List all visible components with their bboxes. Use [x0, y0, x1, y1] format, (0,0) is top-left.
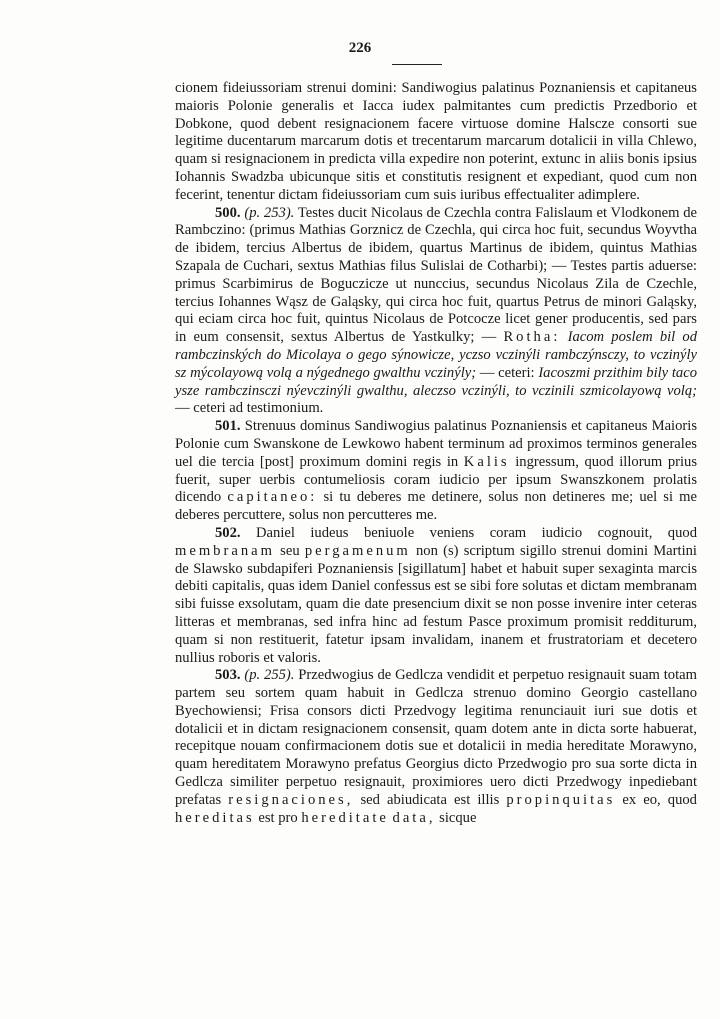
- continuation-paragraph: cionem fideiussoriam strenui domini: Sandiwogius palatinus Poznaniensis et capitaneus maioris Polonie generalis et Iacca iudex palmitantes cum predictis Przedborio et Dobkone, quod debent resignacionem facere virtuose domine Halscze consorti sue legitime ducentarum marcarum dotis et trecentarum marcarum dotalicii in villa Chlewo, quam si resignacionem in predicta villa expedire non poterint, extunc in aliis bonis ipsius Iohannis Swadzba ubicunque sitis et constitutis resignent et expediant, quod cum non fecerint, tenentur dictam fideiussoriam cum suis iuribus effectualiter adimplere.: [175, 80, 697, 203]
- spaced-term-pergamenum: pergamenum: [304, 542, 411, 559]
- entry-text: Testes ducit Nicolaus de Czechla contra Falislaum et Vlodkonem de Rambczino: (primus Mathias Gorznicz de Czechla, qui circa hoc fuit, secundus Woyvtha de ibidem, tercius Albertus de ibidem, quartus Martinus de ibidem, quintus Mathias Szapala de Cuchari, sextus Mathias filus Sulislai de Cotharbi); — Testes partis aduerse: primus Scarbimirus de Boguczicze ut nunccius, secundus Nicolaus Zila de Czechle, tercius Iohannes Wąsz de Galąsky, qui circa hoc fuit, quartus Petrus de minori Galąsky, qui eciam circa hoc fuit, quintus Nicolaus de Potcocze licet gener producentis, sed pars in eum consensit, sextus Albertus de Yastkulky; —: [175, 204, 698, 346]
- entry-501: [175, 418, 697, 525]
- entry-text: ex eo, quod: [622, 791, 697, 808]
- entry-number: 503.: [215, 667, 241, 684]
- entry-number: 500.: [215, 204, 241, 221]
- entry-502: [175, 525, 697, 667]
- page-reference: (p. 253).: [244, 204, 295, 221]
- spaced-term-rotha: Rotha:: [503, 329, 561, 346]
- entry-text: — ceteri ad testimonium.: [175, 400, 324, 417]
- spaced-term-data: data,: [392, 809, 436, 826]
- entry-text: si tu deberes me detinere, solus non detineres me; uel si me deberes percuttere, solus non percutteres me.: [175, 489, 698, 524]
- spaced-term-propinquitas: propinquitas: [506, 791, 616, 808]
- entry-text: est pro: [258, 809, 298, 826]
- page-number-rule: [392, 64, 442, 65]
- entry-503: [175, 667, 697, 827]
- entry-number: 502.: [215, 524, 241, 541]
- body-text: [175, 80, 697, 827]
- entry-text: sicque: [439, 809, 477, 826]
- entry-text: ingressum, quod illorum prius fuerit, super uerbis contumeliosis coram iudicio per ipsum Swanszkonem prolatis dicendo: [175, 453, 698, 506]
- entry-text: Przedwogius de Gedlcza vendidit et perpetuo resignauit suam totam partem seu sortem quam habuit in Gedlcza strenuo domino Georgio castellano Byechowiensi; Frisa consors dicti Przedvogy legitima renunciauit iuri sue dotis et dotalicii et in dictam resignacionem consensit, quam dotem ante in dicta sorte habuerat, recepitque nouam confirmacionem dotis sue et dotalicii in media hereditate Morawyno, quam hereditatem Morawyno prefatus Georgius dicto Przedwogio pro sua sorte dicta in Gedlcza similiter perpetuo resignauit, proximiores uero dicti Przedwogy inpediebant prefatas: [175, 667, 697, 808]
- page-reference: (p. 255).: [244, 667, 295, 684]
- entry-number: 501.: [215, 418, 241, 435]
- entry-text: seu: [280, 542, 300, 559]
- spaced-term-hereditas: hereditas: [175, 809, 255, 826]
- entry-500: [175, 205, 697, 419]
- spaced-term-capitaneo: capitaneo:: [227, 489, 318, 506]
- spaced-term-hereditate: hereditate: [301, 809, 389, 826]
- entry-text: non (s) scriptum sigillo strenui domini Martini de Slawsko subdapiferi Poznaniensis [sigillatum] habet et habuit super sexaginta marcis debiti capitalis, quas idem Daniel confessus est se sibi fore solutas et dictam membranam sibi fuisse exsolutam, quam die date presencium dixit se non posse invenire inter ceteras litteras et membranas, sed infra hinc ad festum Pasce proximum promisit redditurum, quam si non restituerit, fatetur ipsam invalidam, inanem et frustratoriam et decetero nullius roboris et valoris.: [175, 542, 697, 666]
- oath-text: Iacoszmi przithim bily taco ysze rambczinsczi nýevczinýli gwalthu, aleczso vczinýli, to vczinili szmicolayową volą;: [175, 364, 697, 399]
- spaced-term-resignaciones: resignaciones,: [228, 791, 354, 808]
- page-number: 226: [348, 40, 372, 56]
- oath-text: Iacom poslem bil od rambczinských do Micolaya o gego sýnowicze, yczso vczinýli rambczýnsczy, to vczinýly sz mýcolayową volą a nýgednego gwalthu vczinýly;: [175, 329, 698, 381]
- entry-text: Daniel iudeus beniuole veniens coram iudicio cognouit, quod: [256, 524, 697, 541]
- entry-text: Strenuus dominus Sandiwogius palatinus Poznaniensis et capitaneus Maioris Polonie cum Swanskone de Lewkowo habent terminum ad proximos terminos generales uel die tercia [post] proximum domini regis in: [175, 418, 697, 470]
- spaced-term-kalis: Kalis: [463, 453, 510, 470]
- entry-text: sed abiudicata est illis: [360, 791, 500, 808]
- spaced-term-membranam: membranam: [175, 542, 275, 559]
- entry-text: — ceteri:: [479, 364, 535, 381]
